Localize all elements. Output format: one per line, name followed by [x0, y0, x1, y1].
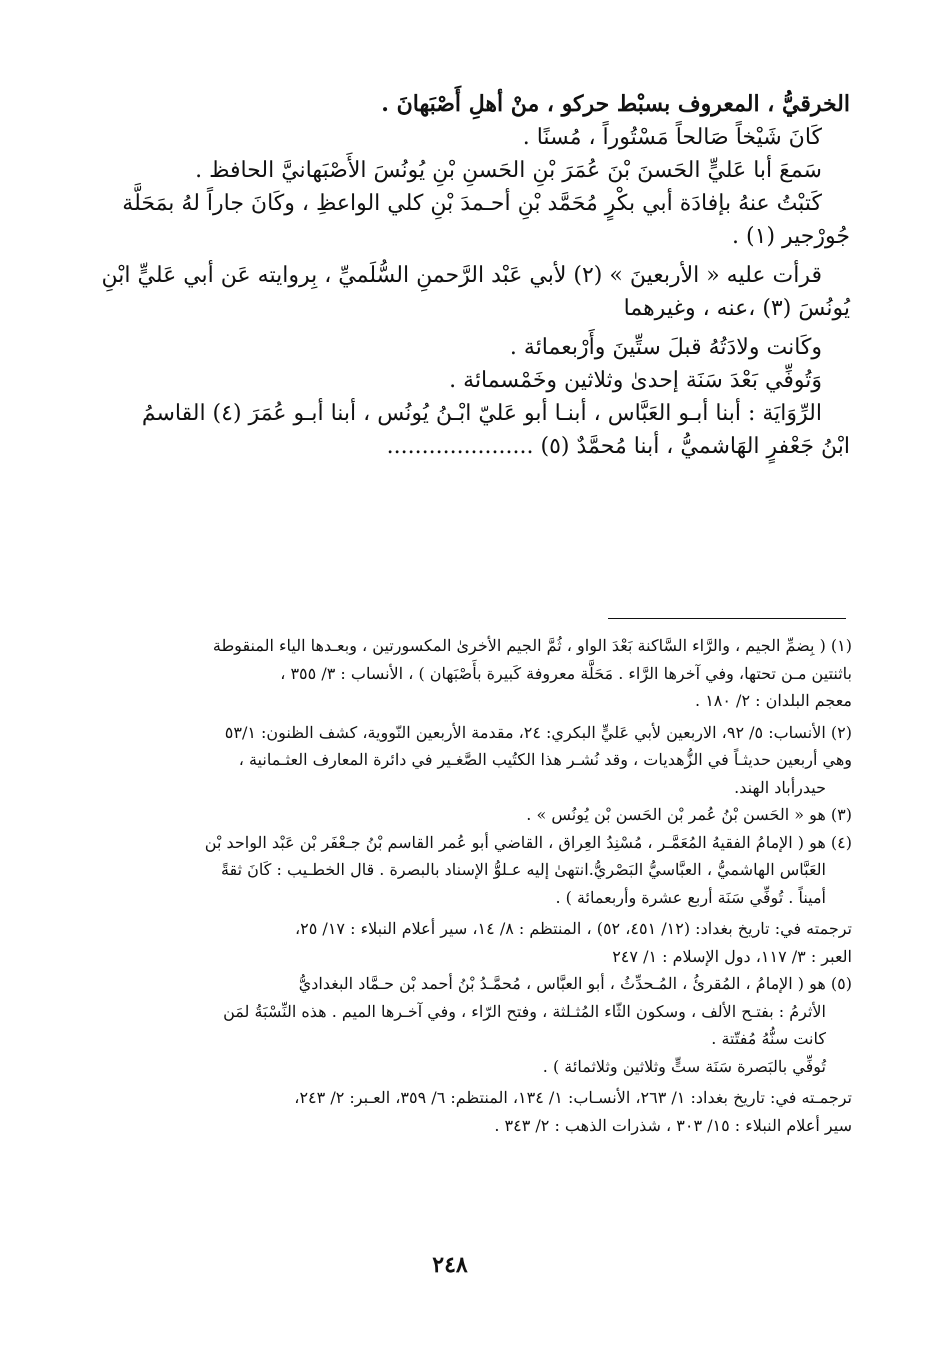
footnote-line: العَبَّاس الهاشميُّ ، العبَّاسيُّ البَصْريُّ.انتهىٰ إليه عـلوُّ الإسناد بالبصرة . قال الخطـيب : كَانَ ثقةً	[220, 860, 826, 879]
text-line: جُورْجير (١) .	[732, 224, 850, 249]
entry-heading: الخرقيُّ ، المعروف بسبْط حركو ، منْ أهلِ أَصْبَهانَ .	[381, 91, 850, 117]
footnote-line: ترجمـته في: تاريخ بغداد: ١/ ٢٦٣، الأنسـاب: ١/ ١٣٤، المنتظم: ٦/ ٣٥٩، العـبر: ٢/ ٢٤٣،	[294, 1088, 852, 1107]
text-line: ابْنُ جَعْفرٍ الهَاشميُّ ، أبنا مُحمَّدٌ (٥) .....................	[386, 434, 850, 459]
footnotes	[62, 632, 852, 1139]
page-number: ٢٤٨	[432, 1252, 468, 1278]
footnote-line: باثنتين مـن تحتها، وفي آخرها الرَّاء . مَحَلَّة معروفة كَبيرة بأَصْبَهان ) ، الأنساب : ٣/ ٣٥٥ ،	[280, 663, 852, 683]
footnote-line: كانت سنُّهُ مُفتّتة .	[711, 1029, 826, 1048]
footnote-line: العبر : ٣/ ١١٧، دول الإسلام : ١/ ٢٤٧	[612, 946, 852, 966]
footnote-line: سير أعلام النبلاء : ١٥/ ٣٠٣ ، شذرات الذهب : ٢/ ٣٤٣ .	[494, 1115, 852, 1135]
footnote-line: الأثرمُ : بفتـح الألف ، وسكون الثّاء المُثـلثة ، وفتح الرّاء ، وفي آخـرها الميم . هذه النِّسْبَةُ لمَن	[223, 1001, 826, 1021]
footnote-line: حيدرأباد الهند.	[734, 777, 826, 797]
text-line: كَتبْتُ عنهُ بإفادَة أبي بكْرٍ مُحَمَّد بْنِ أحـمدَ بْنِ كلي الواعظِ ، وكَانَ جاراً لهُ بمَحَلَّة	[122, 191, 822, 216]
footnote-line: ترجمته في: تاريخ بغداد: (١٢/ ٤٥١، ٥٢) ، المنتظم : ٨/ ١٤، سير أعلام النبلاء : ١٧/ ٢٥،	[294, 919, 852, 938]
footnote-2: (٢) الأنساب: ٥/ ٩٢، الاربعين لأبي عَليٍّ البكري: ٢٤، مقدمة الأربعين النّووية، كشف الظنون: ٥٣/١	[224, 722, 852, 742]
text-line: وكَانت ولادَتُهُ قبلَ ستِّينَ وأَرْبعمائة .	[509, 335, 822, 360]
footnote-line: وهي أربعين حديثـاً في الزُّهديات ، وقد نُشـر هذا الكتُيب الصَّغـير في دائرة المعارف العثـمانية ،	[238, 750, 852, 769]
footnote-4: (٤) هو ( الإمامُ الفقيهُ المُعَمَّـر ، مُسْنِدُ العِراق ، القاضي أبو عُمر القاسم بْنُ جـعْفَر بْن عَبْد الواحد بْن	[204, 832, 852, 852]
footnote-5: (٥) هو ( الإمامُ ، المُقرئُ ، المُـحدِّثُ ، أبو العبَّاس ، مُحمَّـدُ بْنُ أحمد بْن حـمَّاد البغداديُّ	[298, 974, 852, 993]
footnote-1: (١) ( بِضمِّ الجيم ، والرَّاء السَّاكنة بَعْدَ الواو ، ثُمَّ الجيم الأخرىٰ المكسورتين ، وبعـدها الياء المنقوطة	[212, 636, 852, 655]
footnote-divider	[608, 618, 846, 619]
footnote-line: معجم البلدان : ٢/ ١٨٠ .	[695, 691, 852, 710]
text-line: يُونُسَ (٣) ،عنه ، وغيرهما	[623, 296, 850, 321]
text-line: كَانَ شَيْخاً صَالحاً مَسْتُوراً ، مُسنًا .	[522, 125, 822, 150]
text-line: قرأت عليه « الأربعينَ » (٢) لأبي عَبْد الرَّحمنِ السُّلَميِّ ، بِروايته عَن أبي عَليٍّ ابْنِ	[101, 263, 822, 288]
text-line: وَتُوفِّي بَعْدَ سَنَة إحدىٰ وثلاثين وخَمْسمائة .	[449, 368, 822, 393]
footnote-line: تُوفِّي بالبَصرة سَنَة ستٍّ وثلاثين وثلاثمائة ) .	[542, 1056, 826, 1076]
main-text	[60, 88, 850, 463]
text-line: سَمعَ أبا عَليٍّ الحَسنَ بْنَ عُمَرَ بْنِ الحَسنِ بْنِ يُونُسَ الأَصْبَهانيَّ الحافظ .	[195, 158, 822, 183]
riwaya-line: الرِّوَايَة : أبنا أبـو العَبَّاس ، أبنـا أبو عَليّ ابْـنُ يُونُس ، أبنا أبـو عُمَرَ (٤) القاسمُ	[141, 401, 822, 426]
footnote-3: (٣) هو « الحَسن بْنُ عُمر بْن الحَسن بْن يُونُس » .	[526, 805, 852, 824]
footnote-line: أميناً . تُوفِّي سَنَة أربع عشرة وأربعمائة ) .	[555, 887, 826, 907]
